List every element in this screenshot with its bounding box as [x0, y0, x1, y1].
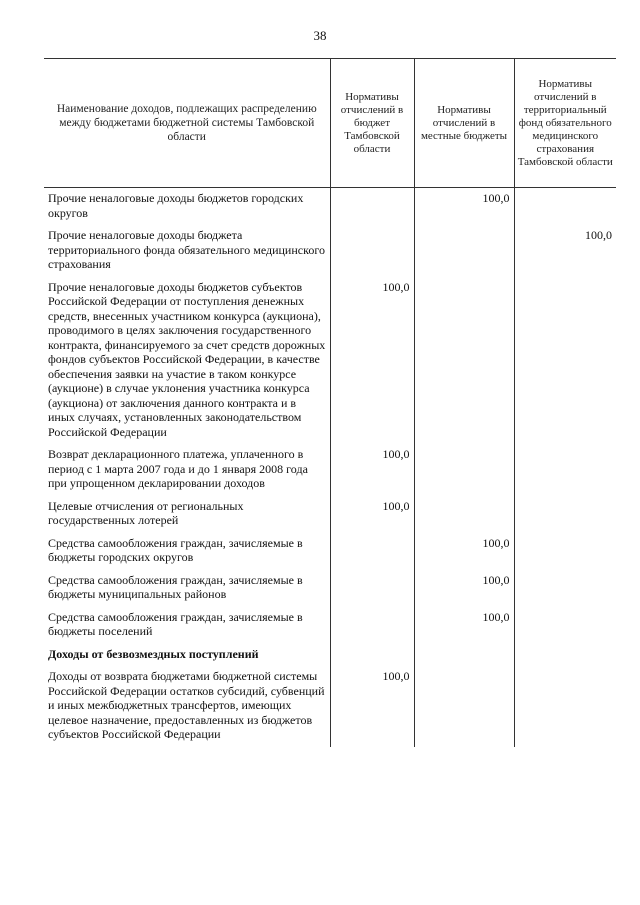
row-fund-value: [514, 188, 616, 226]
table-row: [44, 188, 616, 226]
revenue-distribution-table: [44, 58, 616, 747]
row-name: Прочие неналоговые доходы бюджета территориального фонда обязательного медицинского страхования: [48, 228, 325, 271]
row-fund-value: [514, 644, 616, 667]
row-name: Средства самообложения граждан, зачисляемые в бюджеты поселений: [48, 609, 303, 638]
row-regional-value: 100,0: [330, 277, 414, 445]
row-regional-value: 100,0: [330, 666, 414, 747]
row-name: Средства самообложения граждан, зачисляемые в бюджеты муниципальных районов: [48, 572, 303, 601]
row-local-value: 100,0: [414, 607, 514, 644]
row-local-value: 100,0: [414, 188, 514, 226]
header-income-name: Наименование доходов, подлежащих распределению между бюджетами бюджетной системы Тамбовской области: [44, 59, 330, 188]
row-name: Доходы от возврата бюджетами бюджетной системы Российской Федерации остатков субсидий, субвенций и иных межбюджетных трансфертов, имеющих целевое назначение, предоставленных из бюджетов субъектов Российской Федерации: [48, 669, 325, 741]
row-name: Средства самообложения граждан, зачисляемые в бюджеты городских округов: [48, 535, 303, 564]
row-regional-value: [330, 607, 414, 644]
row-regional-value: 100,0: [330, 496, 414, 533]
table-row: [44, 496, 616, 533]
row-local-value: [414, 444, 514, 496]
row-local-value: [414, 277, 514, 445]
table-row: [44, 533, 616, 570]
row-fund-value: [514, 496, 616, 533]
row-fund-value: [514, 277, 616, 445]
row-regional-value: 100,0: [330, 444, 414, 496]
row-regional-value: [330, 533, 414, 570]
table-row: [44, 570, 616, 607]
row-local-value: [414, 225, 514, 277]
row-local-value: [414, 496, 514, 533]
row-local-value: 100,0: [414, 570, 514, 607]
row-name: Прочие неналоговые доходы бюджетов субъектов Российской Федерации от поступления денежных средств, внесенных участником конкурса (аукциона), проводимого в целях заключения государственного контракта, финансируемого за счет средств дорожных фондов субъектов Российской Федерации, в качестве обеспечения заявки на участие в таком конкурсе (аукционе) в случае уклонения участника конкурса (аукциона) от заключения данного контракта и в иных случаях, установленных законодательством Российской Федерации: [48, 279, 326, 439]
row-fund-value: [514, 533, 616, 570]
row-name: Прочие неналоговые доходы бюджетов городских округов: [48, 191, 304, 220]
row-regional-value: [330, 644, 414, 667]
row-regional-value: [330, 188, 414, 226]
row-fund-value: [514, 666, 616, 747]
section-heading: Доходы от безвозмездных поступлений: [48, 646, 259, 661]
table-row: [44, 444, 616, 496]
row-fund-value: 100,0: [514, 225, 616, 277]
page-number: 38: [313, 28, 327, 43]
row-fund-value: [514, 607, 616, 644]
row-regional-value: [330, 570, 414, 607]
header-medical-insurance-fund: Нормативы отчислений в территориальный фонд обязательного медицинского страхования Тамбовской области: [514, 59, 616, 188]
table-row: [44, 225, 616, 277]
table-row: [44, 666, 616, 747]
row-local-value: [414, 644, 514, 667]
revenue-table: [44, 58, 616, 747]
header-local-budgets: Нормативы отчислений в местные бюджеты: [414, 59, 514, 188]
row-fund-value: [514, 444, 616, 496]
row-regional-value: [330, 225, 414, 277]
row-local-value: [414, 666, 514, 747]
row-name: Возврат декларационного платежа, уплаченного в период с 1 марта 2007 года и до 1 января 2008 года при упрощенном декларировании доходов: [48, 447, 308, 490]
header-regional-budget: Нормативы отчислений в бюджет Тамбовской области: [330, 59, 414, 188]
row-local-value: 100,0: [414, 533, 514, 570]
row-name: Целевые отчисления от региональных государственных лотерей: [48, 498, 244, 527]
table-row: [44, 277, 616, 445]
table-header-row: [44, 59, 616, 188]
row-fund-value: [514, 570, 616, 607]
section-heading-row: [44, 644, 616, 667]
table-row: [44, 607, 616, 644]
